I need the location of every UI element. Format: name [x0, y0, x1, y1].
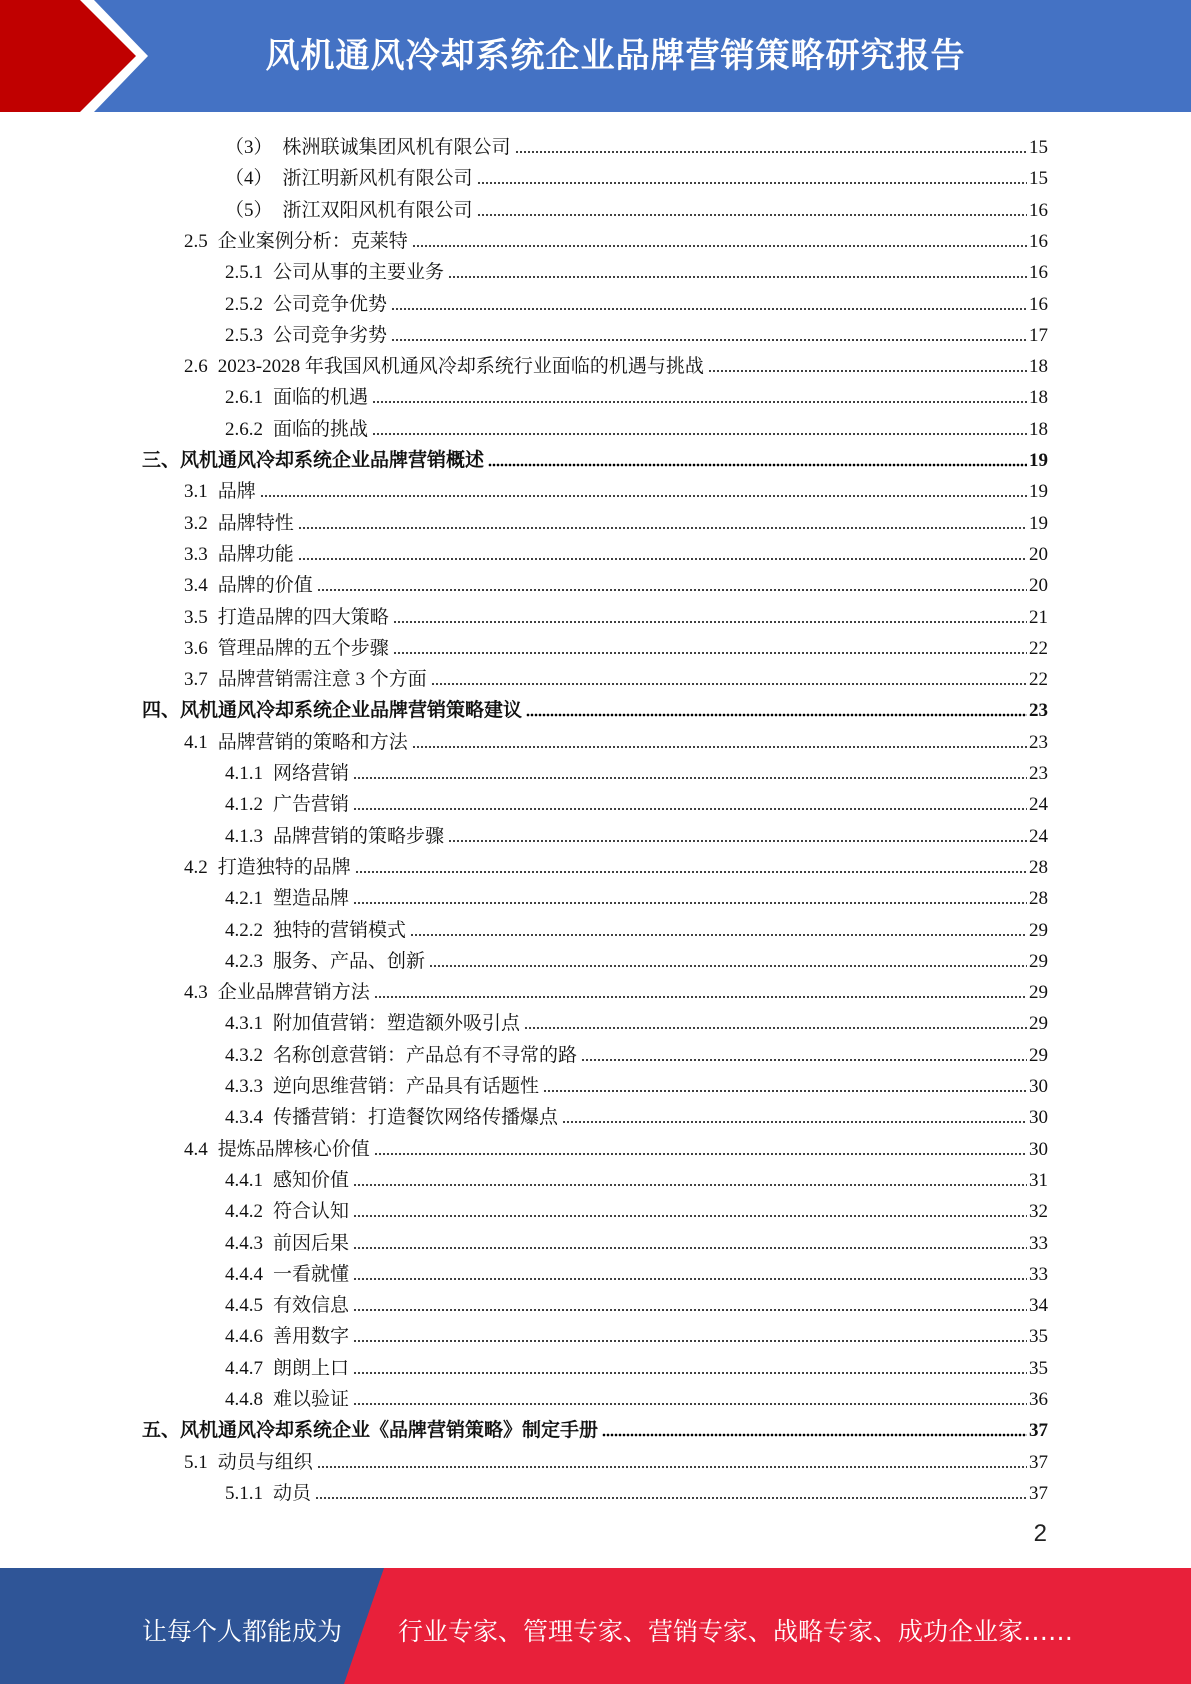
toc-entry-number: 4.3.2: [225, 1044, 263, 1066]
toc-entry-number: 4.4.3: [225, 1232, 263, 1254]
toc-entry-label: [184, 669, 427, 691]
toc-entry-label: [225, 1170, 349, 1192]
toc-entry-number: 4.3.3: [225, 1076, 263, 1097]
toc-entry-label: [225, 763, 349, 785]
toc-entry-page: 19: [1029, 481, 1048, 503]
toc-entry-title: 品牌: [217, 481, 256, 503]
toc-dot-leader: [353, 776, 1027, 780]
toc-entry-title: 打造独特的品牌: [217, 856, 351, 878]
toc-dot-leader: [353, 901, 1027, 905]
toc-entry[interactable]: [184, 535, 1048, 566]
toc-dot-leader: [602, 1433, 1027, 1437]
toc-entry-label: [184, 513, 294, 535]
toc-entry[interactable]: [184, 660, 1048, 691]
toc-entry-page: 28: [1029, 856, 1048, 878]
toc-entry-number: 4.1.1: [225, 763, 263, 784]
toc-entry-number: 2.5.1: [225, 262, 263, 284]
toc-entry-title: 打造品牌的四大策略: [217, 606, 389, 628]
toc-entry-label: [225, 1107, 558, 1129]
toc-dot-leader: [524, 1026, 1027, 1030]
toc-entry-label: [225, 1483, 311, 1505]
toc-entry-title: 品牌营销的策略和方法: [217, 731, 408, 753]
toc-entry-page: 29: [1029, 1013, 1048, 1035]
toc-entry-page: 36: [1029, 1389, 1048, 1410]
toc-entry-page: 23: [1029, 700, 1048, 722]
toc-entry-title: 塑造品牌: [273, 888, 350, 910]
toc-entry-page: 24: [1029, 794, 1048, 816]
toc-entry-label: [225, 1295, 349, 1317]
toc-entry-page: 32: [1029, 1201, 1048, 1223]
toc-entry-label: [184, 575, 313, 597]
toc-entry-title: 品牌特性: [217, 512, 294, 534]
toc-entry-title: 广告营销: [273, 794, 350, 816]
toc-entry-page: 24: [1029, 825, 1048, 847]
toc-entry-number: 4.4.5: [225, 1295, 263, 1317]
toc-entry-page: 20: [1029, 575, 1048, 597]
toc-entry-title: 品牌营销的策略步骤: [273, 825, 445, 847]
toc-dot-leader: [477, 181, 1027, 185]
toc-entry-page: 19: [1029, 450, 1048, 471]
toc-entry-title: 企业品牌营销方法: [217, 982, 370, 1004]
toc-dot-leader: [372, 432, 1027, 436]
toc-entry-label: [225, 1389, 349, 1411]
toc-entry-title: 有效信息: [273, 1295, 350, 1317]
toc-entry-page: 29: [1029, 982, 1048, 1004]
toc-entry-page: 21: [1029, 606, 1048, 628]
toc-entry-label: [225, 888, 349, 910]
toc-entry[interactable]: [184, 566, 1048, 597]
toc-entry-title: 管理品牌的五个步骤: [217, 637, 389, 659]
toc-entry-label: [184, 356, 704, 378]
toc-entry-page: 22: [1029, 637, 1048, 659]
toc-dot-leader: [581, 1058, 1027, 1062]
toc-entry-label: [225, 387, 368, 409]
toc-entry-title: 品牌的价值: [217, 575, 313, 597]
toc-entry-title: 公司从事的主要业务: [273, 262, 445, 284]
toc-entry-number: 3.4: [184, 575, 208, 597]
toc-entry-number: 4.4.4: [225, 1263, 263, 1285]
toc-entry-page: 34: [1029, 1295, 1048, 1317]
toc-entry[interactable]: [225, 879, 1048, 910]
toc-entry[interactable]: [225, 1380, 1048, 1411]
toc-entry[interactable]: [142, 441, 1048, 472]
toc-entry[interactable]: [225, 253, 1048, 284]
toc-dot-leader: [298, 557, 1027, 561]
toc-dot-leader: [391, 307, 1027, 311]
toc-entry[interactable]: [225, 1474, 1048, 1505]
toc-entry-title: 独特的营销模式: [273, 919, 407, 941]
toc-entry-label: [184, 1139, 370, 1161]
toc-entry-page: 17: [1029, 324, 1048, 346]
toc-entry-number: 4.1.2: [225, 794, 263, 816]
toc-dot-leader: [477, 213, 1027, 217]
toc-entry-number: 五、: [142, 1420, 181, 1442]
toc-entry-label: [225, 920, 406, 942]
toc-entry[interactable]: [225, 1161, 1048, 1192]
toc-entry-page: 23: [1029, 763, 1048, 784]
toc-dot-leader: [298, 526, 1027, 530]
toc-entry-number: 5.1: [184, 1451, 208, 1473]
toc-entry-number: 4.3: [184, 982, 208, 1004]
toc-entry-page: 16: [1029, 262, 1048, 284]
toc-entry[interactable]: [184, 848, 1048, 879]
toc-entry-number: 4.4.2: [225, 1201, 263, 1223]
toc-entry-number: 5.1.1: [225, 1482, 263, 1504]
page-footer: [0, 1568, 1191, 1684]
toc-entry-title: 传播营销：打造餐饮网络传播爆点: [273, 1107, 559, 1129]
toc-entry-title: 名称创意营销：产品总有不寻常的路: [273, 1044, 578, 1066]
toc-dot-leader: [353, 1214, 1027, 1218]
toc-dot-leader: [526, 713, 1027, 717]
toc-entry-label: [184, 732, 408, 754]
toc-entry-number: 3.1: [184, 481, 208, 503]
toc-entry[interactable]: [184, 973, 1048, 1004]
footer-slogan-left: 让每个人都能成为: [142, 1617, 343, 1646]
toc-dot-leader: [374, 1152, 1027, 1156]
toc-dot-leader: [562, 1120, 1027, 1124]
toc-entry-number: 3.2: [184, 512, 208, 534]
toc-entry-page: 33: [1029, 1263, 1048, 1285]
toc-dot-leader: [315, 1496, 1027, 1500]
toc-entry-title: 善用数字: [273, 1326, 350, 1348]
toc-entry-label: [184, 231, 408, 253]
toc-entry[interactable]: [225, 159, 1048, 190]
toc-entry-label: [225, 168, 473, 190]
toc-entry-page: 30: [1029, 1107, 1048, 1129]
toc-entry-page: 31: [1029, 1169, 1048, 1191]
toc-entry-label: [225, 200, 473, 222]
toc-entry[interactable]: [142, 1411, 1048, 1442]
toc-entry[interactable]: [225, 1004, 1048, 1035]
toc-entry-page: 15: [1029, 168, 1048, 190]
toc-dot-leader: [515, 150, 1027, 154]
toc-entry[interactable]: [225, 785, 1048, 816]
toc-entry-title: 浙江双阳风机有限公司: [282, 199, 473, 221]
toc-entry-label: [225, 826, 444, 848]
toc-entry[interactable]: [184, 629, 1048, 660]
toc-entry[interactable]: [225, 1098, 1048, 1129]
toc-dot-leader: [708, 369, 1027, 373]
footer-slogan-right: 行业专家、管理专家、营销专家、战略专家、成功企业家……: [398, 1617, 1074, 1646]
toc-entry-number: （3）: [225, 137, 273, 158]
toc-dot-leader: [353, 1339, 1027, 1343]
toc-entry-label: [184, 544, 294, 566]
toc-entry-title: 公司竞争优势: [273, 293, 388, 315]
toc-entry[interactable]: [225, 817, 1048, 848]
toc-entry-page: 29: [1029, 950, 1048, 972]
toc-dot-leader: [355, 870, 1027, 874]
toc-entry-page: 37: [1029, 1451, 1048, 1473]
toc-dot-leader: [412, 244, 1027, 248]
toc-entry-title: 前因后果: [273, 1232, 350, 1254]
toc-entry-number: （4）: [225, 168, 273, 190]
toc-dot-leader: [393, 620, 1027, 624]
toc-entry-page: 37: [1029, 1482, 1048, 1504]
toc-entry-number: 4.3.1: [225, 1013, 263, 1035]
toc-entry[interactable]: [225, 1349, 1048, 1380]
toc-entry-label: [225, 294, 387, 316]
toc-entry-label: [225, 1013, 520, 1035]
toc-entry-page: 33: [1029, 1232, 1048, 1254]
toc-dot-leader: [374, 995, 1027, 999]
toc-dot-leader: [353, 1308, 1027, 1312]
toc-entry[interactable]: [184, 504, 1048, 535]
toc-entry-number: 3.6: [184, 637, 208, 659]
toc-entry-number: 4.4.7: [225, 1357, 263, 1379]
toc-dot-leader: [412, 745, 1027, 749]
toc-entry-number: 4.4.8: [225, 1389, 263, 1410]
toc-entry-number: 2.5: [184, 230, 208, 252]
toc-entry-page: 29: [1029, 1044, 1048, 1066]
toc-entry-number: 4.2.2: [225, 919, 263, 941]
toc-entry-number: 2.6: [184, 356, 208, 378]
toc-entry-title: 服务、产品、创新: [273, 950, 426, 972]
toc-entry-title: 品牌营销需注意 3 个方面: [217, 669, 427, 691]
toc-entry[interactable]: [184, 723, 1048, 754]
toc-entry[interactable]: [184, 222, 1048, 253]
toc-dot-leader: [317, 588, 1027, 592]
toc-entry-page: 30: [1029, 1076, 1048, 1097]
toc-entry-title: 动员: [273, 1482, 312, 1504]
toc-entry[interactable]: [184, 472, 1048, 503]
toc-entry-title: 面临的机遇: [273, 387, 369, 409]
toc-dot-leader: [391, 338, 1027, 342]
toc-dot-leader: [260, 494, 1027, 498]
toc-dot-leader: [353, 1371, 1027, 1375]
toc-entry[interactable]: [225, 128, 1048, 159]
toc-dot-leader: [393, 651, 1027, 655]
toc-dot-leader: [317, 1465, 1027, 1469]
toc-entry-title: 网络营销: [273, 763, 350, 784]
toc-entry-number: 4.1.3: [225, 825, 263, 847]
toc-entry[interactable]: [225, 410, 1048, 441]
toc-entry[interactable]: [142, 691, 1048, 722]
toc-entry[interactable]: [225, 191, 1048, 222]
page-header: [0, 0, 1191, 112]
toc-entry-page: 28: [1029, 888, 1048, 910]
toc-entry-number: 四、: [142, 700, 181, 722]
toc-entry[interactable]: [225, 1036, 1048, 1067]
toc-entry[interactable]: [225, 942, 1048, 973]
toc-entry[interactable]: [225, 911, 1048, 942]
header-title: 风机通风冷却系统企业品牌营销策略研究报告: [265, 36, 966, 76]
toc-entry-page: 16: [1029, 293, 1048, 315]
toc-entry-title: 2023-2028 年我国风机通风冷却系统行业面临的机遇与挑战: [217, 356, 704, 378]
toc-dot-leader: [353, 1246, 1027, 1250]
toc-entry-title: 公司竞争劣势: [273, 324, 388, 346]
toc-entry[interactable]: [225, 1286, 1048, 1317]
toc-entry-title: 朗朗上口: [273, 1357, 350, 1379]
toc-entry-label: [225, 1045, 577, 1067]
toc-entry[interactable]: [184, 1443, 1048, 1474]
toc-dot-leader: [372, 400, 1027, 404]
toc-entry-title: 风机通风冷却系统企业《品牌营销策略》制定手册: [180, 1420, 599, 1442]
toc-entry[interactable]: [184, 1130, 1048, 1161]
toc-dot-leader: [429, 964, 1027, 968]
toc-entry-title: 动员与组织: [217, 1451, 313, 1473]
toc-entry-number: 2.6.2: [225, 418, 263, 440]
toc-entry-title: 逆向思维营销：产品具有话题性: [273, 1076, 540, 1097]
toc-entry-number: 4.4.1: [225, 1169, 263, 1191]
toc-dot-leader: [353, 807, 1027, 811]
toc-entry-label: [225, 1076, 539, 1098]
toc-entry-number: 3.7: [184, 669, 208, 691]
toc-entry[interactable]: [225, 1192, 1048, 1223]
toc-entry-number: 4.2: [184, 856, 208, 878]
toc-entry-title: 附加值营销：塑造额外吸引点: [273, 1013, 521, 1035]
toc-entry-number: 2.5.2: [225, 293, 263, 315]
toc-dot-leader: [448, 839, 1027, 843]
toc-entry-page: 18: [1029, 387, 1048, 409]
toc-entry-label: [184, 481, 256, 503]
toc-entry-label: [225, 951, 425, 973]
toc-entry-page: 20: [1029, 543, 1048, 565]
toc-entry-page: 15: [1029, 137, 1048, 158]
toc-dot-leader: [543, 1089, 1027, 1093]
toc-entry-label: [225, 1358, 349, 1380]
toc-entry-page: 37: [1029, 1420, 1048, 1442]
toc-entry-label: [142, 700, 522, 722]
toc-entry[interactable]: [225, 1255, 1048, 1286]
toc-entry[interactable]: [225, 285, 1048, 316]
toc-entry-title: 一看就懂: [273, 1263, 350, 1285]
toc-entry-label: [225, 137, 511, 159]
toc-entry-page: 30: [1029, 1138, 1048, 1160]
toc-entry[interactable]: [184, 347, 1048, 378]
toc-entry-page: 23: [1029, 731, 1048, 753]
toc-entry-label: [225, 1233, 349, 1255]
toc-entry-page: 35: [1029, 1326, 1048, 1348]
toc-entry-label: [142, 1420, 598, 1442]
toc-entry-title: 企业案例分析：克莱特: [217, 230, 408, 252]
toc-entry-page: 16: [1029, 230, 1048, 252]
toc-entry[interactable]: [225, 754, 1048, 785]
toc-entry-title: 面临的挑战: [273, 418, 369, 440]
toc-entry-title: 浙江明新风机有限公司: [282, 168, 473, 190]
toc-entry-title: 难以验证: [273, 1389, 350, 1410]
toc-entry[interactable]: [225, 1317, 1048, 1348]
toc-entry-number: （5）: [225, 199, 273, 221]
toc-entry-label: [184, 982, 370, 1004]
toc-dot-leader: [353, 1183, 1027, 1187]
toc-entry[interactable]: [225, 1224, 1048, 1255]
toc-entry-page: 18: [1029, 356, 1048, 378]
toc-entry[interactable]: [225, 1067, 1048, 1098]
toc-entry-label: [184, 857, 351, 879]
toc-entry-label: [184, 1452, 313, 1474]
toc-entry-page: 16: [1029, 199, 1048, 221]
toc-entry-page: 19: [1029, 512, 1048, 534]
toc-dot-leader: [410, 933, 1027, 937]
toc-entry-title: 感知价值: [273, 1169, 350, 1191]
toc-entry-title: 符合认知: [273, 1201, 350, 1223]
toc-entry-page: 29: [1029, 919, 1048, 941]
toc-dot-leader: [431, 682, 1027, 686]
toc-entry-label: [225, 325, 387, 347]
toc-entry-page: 35: [1029, 1357, 1048, 1379]
toc-entry-title: 提炼品牌核心价值: [217, 1138, 370, 1160]
page-number: 2: [1033, 1520, 1047, 1547]
toc-entry[interactable]: [225, 378, 1048, 409]
toc-entry-number: 3.5: [184, 606, 208, 628]
toc-entry-page: 18: [1029, 418, 1048, 440]
toc-entry[interactable]: [225, 316, 1048, 347]
toc-entry-title: 风机通风冷却系统企业品牌营销策略建议: [180, 700, 523, 722]
toc-entry[interactable]: [184, 598, 1048, 629]
toc-entry-page: 22: [1029, 669, 1048, 691]
toc-entry-title: 品牌功能: [217, 543, 294, 565]
toc-entry-number: 4.4: [184, 1138, 208, 1160]
toc-entry-number: 4.2.3: [225, 950, 263, 972]
toc-entry-label: [225, 419, 368, 441]
toc-entry-label: [225, 1264, 349, 1286]
toc-entry-label: [184, 638, 389, 660]
toc-entry-label: [184, 607, 389, 629]
toc-entry-number: 三、: [142, 450, 181, 471]
toc-dot-leader: [488, 463, 1027, 467]
toc-entry-number: 2.6.1: [225, 387, 263, 409]
toc-entry-number: 3.3: [184, 543, 208, 565]
toc-entry-number: 4.2.1: [225, 888, 263, 910]
toc-dot-leader: [448, 275, 1027, 279]
toc-entry-label: [225, 1326, 349, 1348]
toc-entry-label: [225, 1201, 349, 1223]
toc-entry-label: [225, 262, 444, 284]
toc-entry-label: [225, 794, 349, 816]
toc-dot-leader: [353, 1277, 1027, 1281]
toc-entry-number: 4.1: [184, 731, 208, 753]
toc-entry-title: 风机通风冷却系统企业品牌营销概述: [180, 450, 485, 471]
toc-entry-number: 2.5.3: [225, 324, 263, 346]
toc-dot-leader: [353, 1402, 1027, 1406]
toc-entry-label: [142, 450, 484, 472]
toc-entry-number: 4.4.6: [225, 1326, 263, 1348]
toc-entry-number: 4.3.4: [225, 1107, 263, 1129]
toc-entry-title: 株洲联诚集团风机有限公司: [282, 137, 511, 158]
